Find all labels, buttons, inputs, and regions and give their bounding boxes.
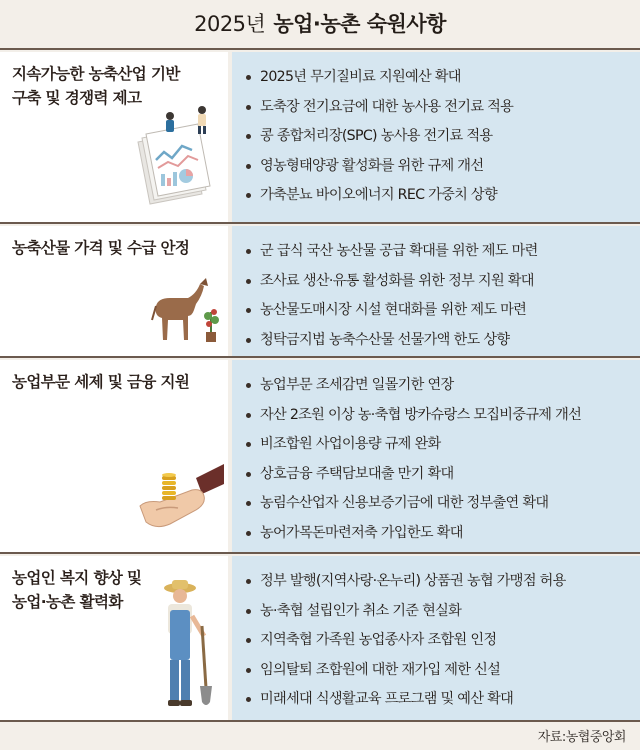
list-item: 2025년 무기질비료 지원예산 확대 [246,64,640,94]
list-item: 조사료 생산·유통 활성화를 위한 정부 지원 확대 [246,268,640,298]
cow-and-plant-icon [148,276,223,351]
list-item: 상호금융 주택담보대출 만기 확대 [246,461,640,491]
bullet-icon [246,638,251,643]
list-item: 군 급식 국산 농산물 공급 확대를 위한 제도 마련 [246,238,640,268]
section-divider [0,552,640,554]
section-tax-finance [0,360,640,552]
farmer-with-shovel-icon [158,576,218,716]
list-item: 콩 종합처리장(SPC) 농사용 전기료 적용 [246,123,640,153]
section-divider [0,720,640,722]
title-divider [0,48,640,50]
bullet-icon [246,413,251,418]
list-item: 정부 발행(지역사랑·온누리) 상품권 농협 가맹점 허용 [246,568,640,598]
section-items-panel [232,556,640,720]
list-item: 농업부문 조세감면 일몰기한 연장 [246,372,640,402]
document-chart-icon [128,102,218,212]
bullet-icon [246,668,251,673]
section-divider [0,356,640,358]
list-item: 농산물도매시장 시설 현대화를 위한 제도 마련 [246,297,640,327]
bullet-icon [246,579,251,584]
section-items-panel [232,52,640,222]
page-title [0,0,640,46]
title-year: 2025년 [194,12,266,36]
section-heading: 지속가능한 농축산업 기반 구축 및 경쟁력 제고 [12,65,180,107]
bullet-icon [246,105,251,110]
list-item: 지역축협 가족원 농업종사자 조합원 인정 [246,627,640,657]
list-item: 청탁금지법 농축수산물 선물가액 한도 상향 [246,327,640,357]
list-item: 임의탈퇴 조합원에 대한 재가입 제한 신설 [246,657,640,687]
bullet-icon [246,609,251,614]
list-item: 자산 2조원 이상 농·축협 방카슈랑스 모집비중규제 개선 [246,402,640,432]
list-item: 농·축협 설립인가 취소 기준 현실화 [246,598,640,628]
bullet-icon [246,164,251,169]
bullet-icon [246,442,251,447]
section-item-list [246,238,640,356]
section-divider [0,222,640,224]
section-item-list [246,568,640,716]
list-item: 도축장 전기요금에 대한 농사용 전기료 적용 [246,94,640,124]
list-item: 가축분뇨 바이오에너지 REC 가중치 상향 [246,182,640,212]
section-heading-cell [0,360,228,552]
bullet-icon [246,383,251,388]
section-heading-cell [0,556,228,720]
bullet-icon [246,134,251,139]
bullet-icon [246,193,251,198]
section-item-list [246,64,640,212]
list-item: 농림수산업자 신용보증기금에 대한 정부출연 확대 [246,490,640,520]
bullet-icon [246,308,251,313]
section-item-list [246,372,640,550]
section-heading-cell [0,52,228,222]
bullet-icon [246,249,251,254]
section-items-panel [232,360,640,552]
section-sustainable-foundation [0,52,640,222]
list-item: 영농형태양광 활성화를 위한 규제 개선 [246,153,640,183]
list-item: 미래세대 식생활교육 프로그램 및 예산 확대 [246,686,640,716]
section-heading: 농업인 복지 향상 및 농업·농촌 활력화 [12,569,142,611]
bullet-icon [246,531,251,536]
bullet-icon [246,472,251,477]
section-heading: 농업부문 세제 및 금융 지원 [12,373,190,391]
section-welfare-vitality [0,556,640,720]
section-heading-cell [0,226,228,356]
bullet-icon [246,279,251,284]
section-heading: 농축산물 가격 및 수급 안정 [12,239,190,257]
bullet-icon [246,697,251,702]
list-item: 비조합원 사업이용량 규제 완화 [246,431,640,461]
bullet-icon [246,338,251,343]
section-price-stability [0,226,640,356]
source-note: 자료:농협중앙회 [537,730,626,745]
title-main: 농업·농촌 숙원사항 [273,12,446,36]
section-items-panel [232,226,640,356]
hand-coins-icon [136,460,226,535]
bullet-icon [246,501,251,506]
list-item: 농어가목돈마련저축 가입한도 확대 [246,520,640,550]
bullet-icon [246,75,251,80]
